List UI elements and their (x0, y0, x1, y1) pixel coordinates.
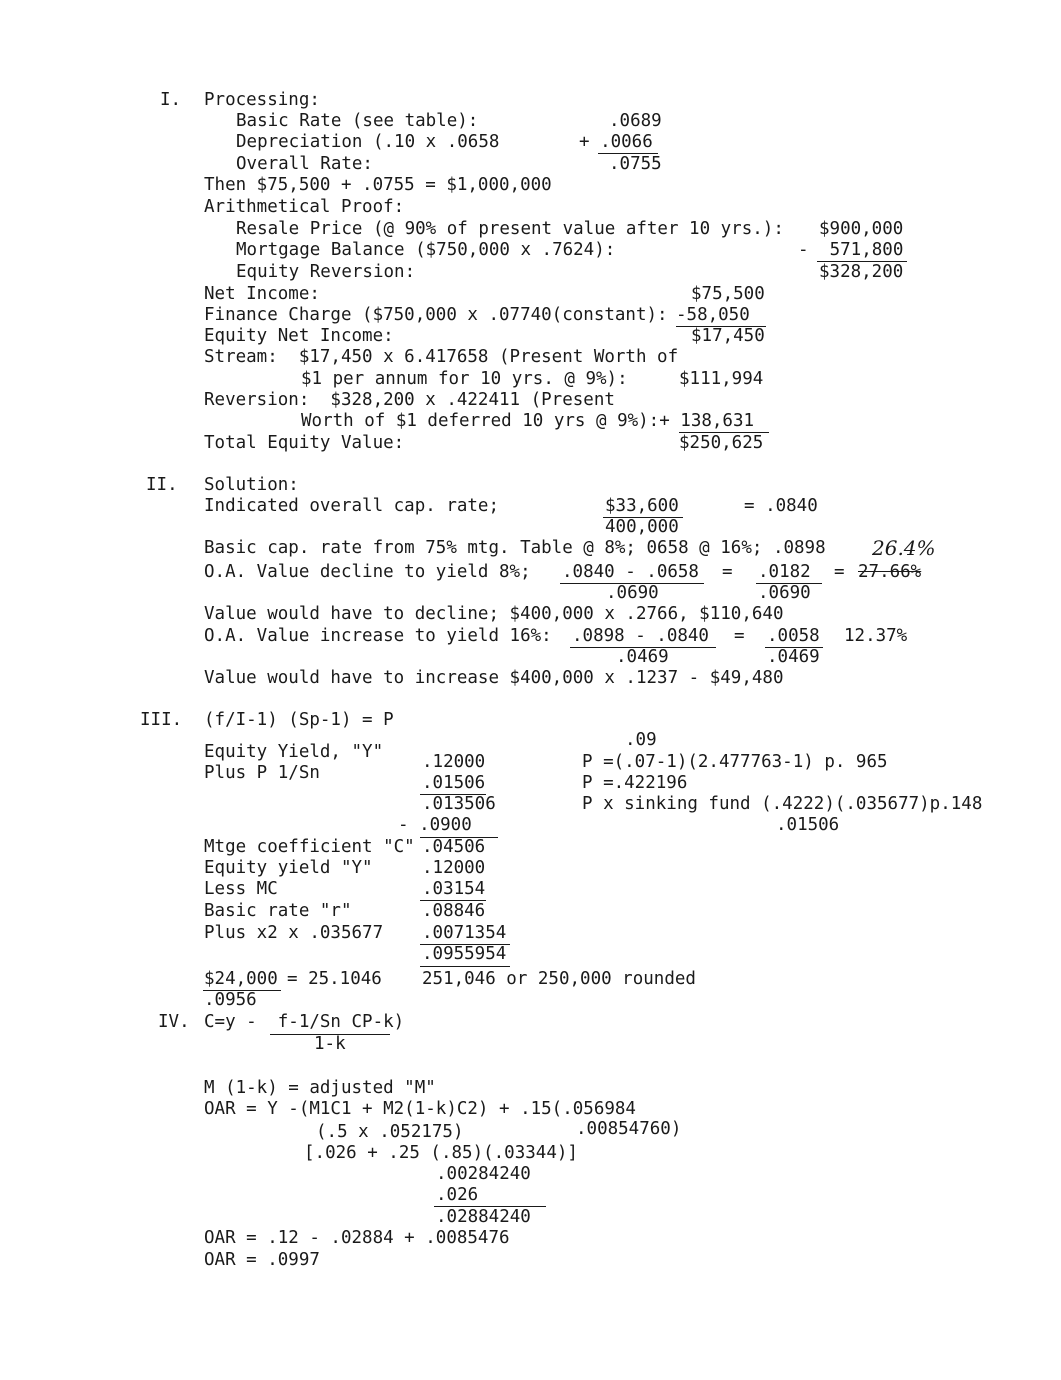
stream-continuation: $1 per annum for 10 yrs. @ 9%): (301, 369, 628, 389)
basic-rate-label: Basic Rate (see table): (236, 111, 479, 131)
decline-denominator: .0690 (606, 583, 659, 603)
basic-cap-rate-line: Basic cap. rate from 75% mtg. Table @ 8%; 0658 @ 16%; .0898 (204, 538, 826, 558)
oar-formula: OAR = Y -(M1C1 + M2(1-k)C2) + .15(.056984 (204, 1099, 636, 1119)
equity-reversion-label: Equity Reversion: (236, 262, 416, 282)
decline-numerator-2: .0182 (758, 562, 811, 582)
plus-x2-label: Plus x2 x .035677 (204, 923, 384, 943)
equity-yield-row-label: Equity yield "Y" (204, 858, 373, 878)
section-2-number: II. (146, 475, 178, 495)
value-increase-label: O.A. Value increase to yield 16%: (204, 626, 552, 646)
depreciation-label: Depreciation (.10 x .0658 (236, 132, 500, 152)
section-4-number: IV. (158, 1012, 190, 1032)
handwritten-correction: 26.4% (872, 536, 936, 560)
resale-price-value: $900,000 (819, 219, 904, 239)
decline-equals: = (722, 562, 733, 582)
division-numerator: $24,000 (204, 969, 278, 989)
p-value: P =.422196 (582, 773, 688, 793)
arithmetical-proof-heading: Arithmetical Proof: (204, 197, 405, 217)
mortgage-balance-value: - 571,800 (798, 240, 904, 260)
total-equity-label: Total Equity Value: (204, 433, 405, 453)
value-increase-line: Value would have to increase $400,000 x .1237 - $49,480 (204, 668, 784, 688)
mtge-coefficient-label: Mtge coefficient "C" (204, 837, 415, 857)
subtotal-value: .013506 (422, 794, 496, 814)
oar-result: OAR = .0997 (204, 1250, 320, 1270)
overall-rate-label: Overall Rate: (236, 154, 373, 174)
sinking-fund-result: .01506 (776, 815, 840, 835)
equity-net-income-label: Equity Net Income: (204, 326, 394, 346)
division-result: = 25.1046 (287, 969, 382, 989)
less-mc-label: Less MC (204, 879, 278, 899)
oar-sum: .02884240 (436, 1207, 531, 1227)
basic-rate-row-value: .08846 (422, 901, 486, 921)
increase-denominator-2: .0469 (767, 647, 820, 667)
mtge-coefficient-value: .04506 (422, 837, 486, 857)
equity-yield-value: .12000 (422, 752, 486, 772)
decline-numerator: .0840 - .0658 (562, 562, 699, 582)
finance-charge-label: Finance Charge ($750,000 x .07740(constant): (204, 305, 668, 325)
stream-value: $111,994 (679, 369, 764, 389)
total-equity-value: $250,625 (679, 433, 764, 453)
mortgage-balance-label: Mortgage Balance ($750,000 x .7624): (236, 240, 616, 260)
decline-denominator-2: .0690 (758, 583, 811, 603)
resale-price-label: Resale Price (@ 90% of present value after 10 yrs.): (236, 219, 784, 239)
adjusted-m-line: M (1-k) = adjusted "M" (204, 1078, 436, 1098)
net-income-label: Net Income: (204, 284, 320, 304)
cap-rate-result: = .0840 (744, 496, 818, 516)
decline-equals-2: = (834, 562, 845, 582)
plus-p-value: .01506 (422, 773, 486, 793)
value-decline-line: Value would have to decline; $400,000 x .2766, $110,640 (204, 604, 784, 624)
plus-x2-value: .0071354 (422, 923, 507, 943)
rounded-value: 251,046 or 250,000 rounded (422, 969, 696, 989)
cap-rate-denominator: 400,000 (605, 517, 679, 537)
depreciation-value: + .0066 (579, 132, 653, 152)
minus-value: - .0900 (398, 815, 472, 835)
plus-p-label: Plus P 1/Sn (204, 763, 320, 783)
increase-result: 12.37% (844, 626, 908, 646)
overall-rate-value: .0755 (609, 154, 662, 174)
oar-bracket: [.026 + .25 (.85)(.03344)] (304, 1143, 578, 1163)
reversion-line: Reversion: $328,200 x .422411 (Present (204, 390, 615, 410)
p-formula-top: .09 (625, 730, 657, 750)
basic-rate-value: .0689 (609, 111, 662, 131)
oar-term-1: (.5 x .052175) (316, 1122, 464, 1142)
equity-net-income-value: $17,450 (691, 326, 765, 346)
rate-total-value: .0955954 (422, 944, 507, 964)
increase-numerator-2: .0058 (767, 626, 820, 646)
oar-computation: OAR = .12 - .02884 + .0085476 (204, 1228, 510, 1248)
section-1-heading: Processing: (204, 90, 320, 110)
section-1-number: I. (160, 90, 182, 110)
then-line: Then $75,500 + .0755 = $1,000,000 (204, 175, 552, 195)
oar-product: .00284240 (436, 1164, 531, 1184)
finance-charge-value: -58,050 (676, 305, 750, 325)
section-2-heading: Solution: (204, 475, 299, 495)
oar-addend: .026 (436, 1185, 479, 1205)
basic-rate-row-label: Basic rate "r" (204, 901, 352, 921)
cap-rate-numerator: $33,600 (605, 496, 679, 516)
rate-total-rule (420, 966, 510, 967)
equity-yield-row-value: .12000 (422, 858, 486, 878)
increase-equals: = (734, 626, 745, 646)
net-income-value: $75,500 (691, 284, 765, 304)
sinking-fund-formula: (f/I-1) (Sp-1) = P (204, 710, 394, 730)
value-decline-label: O.A. Value decline to yield 8%; (204, 562, 531, 582)
p-formula: P =(.07-1)(2.477763-1) p. 965 (582, 752, 888, 772)
equity-reversion-value: $328,200 (819, 262, 904, 282)
stream-line: Stream: $17,450 x 6.417658 (Present Worth of (204, 347, 679, 367)
overall-cap-rate-label: Indicated overall cap. rate; (204, 496, 500, 516)
sinking-fund-line: P x sinking fund (.4222)(.035677)p.148 (582, 794, 983, 814)
c-formula-denominator: 1-k (314, 1034, 346, 1054)
decline-result-struck: 27.66% (858, 562, 922, 582)
reversion-continuation: Worth of $1 deferred 10 yrs @ 9%):+ 138,631 (301, 411, 755, 431)
equity-yield-label: Equity Yield, "Y" (204, 742, 384, 762)
section-3-number: III. (140, 710, 183, 730)
c-formula: C=y - f-1/Sn CP-k) (204, 1012, 405, 1032)
increase-numerator: .0898 - .0840 (572, 626, 709, 646)
oar-term-2: .00854760) (576, 1119, 682, 1139)
increase-denominator: .0469 (616, 647, 669, 667)
division-denominator: .0956 (204, 990, 257, 1010)
less-mc-value: .03154 (422, 879, 486, 899)
